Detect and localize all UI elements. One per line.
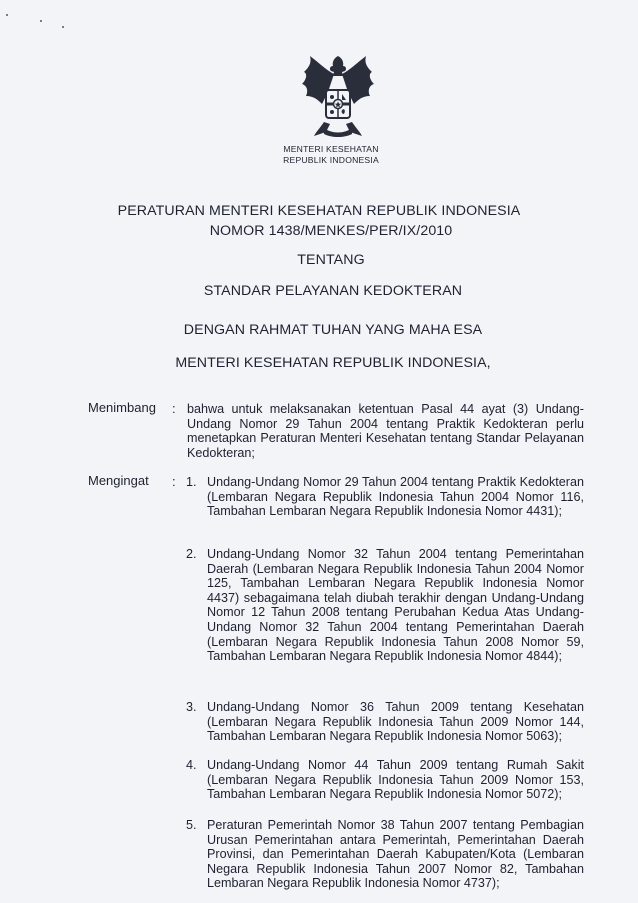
- country-line: REPUBLIK INDONESIA: [283, 155, 379, 165]
- scan-speck: [62, 26, 64, 28]
- menimbang-colon: :: [172, 401, 176, 416]
- list-item: Undang-Undang Nomor 44 Tahun 2009 tentang Rumah Sakit (Lembaran Negara Republik Indonesia Tahun 2009 Nomor 153, Tambahan Lembaran Negara Republik Indonesia Nomor 5072);: [207, 758, 584, 802]
- mengingat-label: Mengingat: [88, 473, 149, 488]
- regulation-subject: STANDAR PELAYANAN KEDOKTERAN: [203, 283, 463, 299]
- tentang-heading: TENTANG: [297, 252, 365, 268]
- garuda-emblem-icon: [296, 52, 380, 140]
- menimbang-text: bahwa untuk melaksanakan ketentuan Pasal 44 ayat (3) Undang-Undang Nomor 29 Tahun 2004 tentang Praktik Kedokteran perlu menetapkan Peraturan Menteri Kesehatan tentang Standar Pelayanan Kedokteran;: [187, 402, 584, 460]
- list-item-number: 2.: [186, 547, 197, 561]
- preamble-line: DENGAN RAHMAT TUHAN YANG MAHA ESA: [183, 322, 483, 338]
- regulation-title: PERATURAN MENTERI KESEHATAN REPUBLIK INDONESIA: [117, 203, 521, 219]
- menimbang-label: Menimbang: [88, 400, 156, 415]
- list-item-number: 4.: [186, 758, 197, 772]
- scan-speck: [6, 14, 8, 16]
- regulation-number: NOMOR 1438/MENKES/PER/IX/2010: [209, 223, 453, 239]
- scan-speck: [40, 20, 42, 22]
- list-item: Undang-Undang Nomor 32 Tahun 2004 tentang Pemerintahan Daerah (Lembaran Negara Republik Indonesia Tahun 2004 Nomor 125, Tambahan Lembaran Negara Republik Indonesia Nomor 4437) sebagaimana telah diubah terakhir dengan Undang-Undang Nomor 12 Tahun 2008 tentang Perubahan Kedua Atas Undang-Undang Nomor 32 Tahun 2004 tentang Pemerintahan Daerah (Lembaran Negara Republik Indonesia Tahun 2008 Nomor 59, Tambahan Lembaran Negara Republik Indonesia Nomor 4844);: [207, 547, 584, 664]
- page-bottom-edge: [0, 893, 638, 903]
- minister-line: MENTERI KESEHATAN REPUBLIK INDONESIA,: [175, 355, 491, 371]
- list-item-number: 5.: [186, 818, 197, 832]
- list-item: Peraturan Pemerintah Nomor 38 Tahun 2007 tentang Pembagian Urusan Pemerintahan antara Pemerintah, Pemerintahan Daerah Provinsi, dan Pemerintahan Daerah Kabupaten/Kota (Lembaran Negara Republik Indonesia Tahun 2007 Nomor 82, Tambahan Lembaran Negara Republik Indonesia Nomor 4737);: [207, 818, 584, 891]
- list-item-number: 1.: [186, 475, 197, 489]
- ministry-line: MENTERI KESEHATAN: [283, 144, 379, 154]
- list-item: Undang-Undang Nomor 36 Tahun 2009 tentang Kesehatan (Lembaran Negara Republik Indonesia Tahun 2009 Nomor 144, Tambahan Lembaran Negara Republik Indonesia Nomor 5063);: [207, 700, 584, 744]
- list-item-number: 3.: [186, 700, 197, 714]
- mengingat-colon: :: [172, 474, 176, 489]
- list-item: Undang-Undang Nomor 29 Tahun 2004 tentang Praktik Kedokteran (Lembaran Negara Republik Indonesia Tahun 2004 Nomor 116, Tambahan Lembaran Negara Republik Indonesia Nomor 4431);: [207, 475, 584, 519]
